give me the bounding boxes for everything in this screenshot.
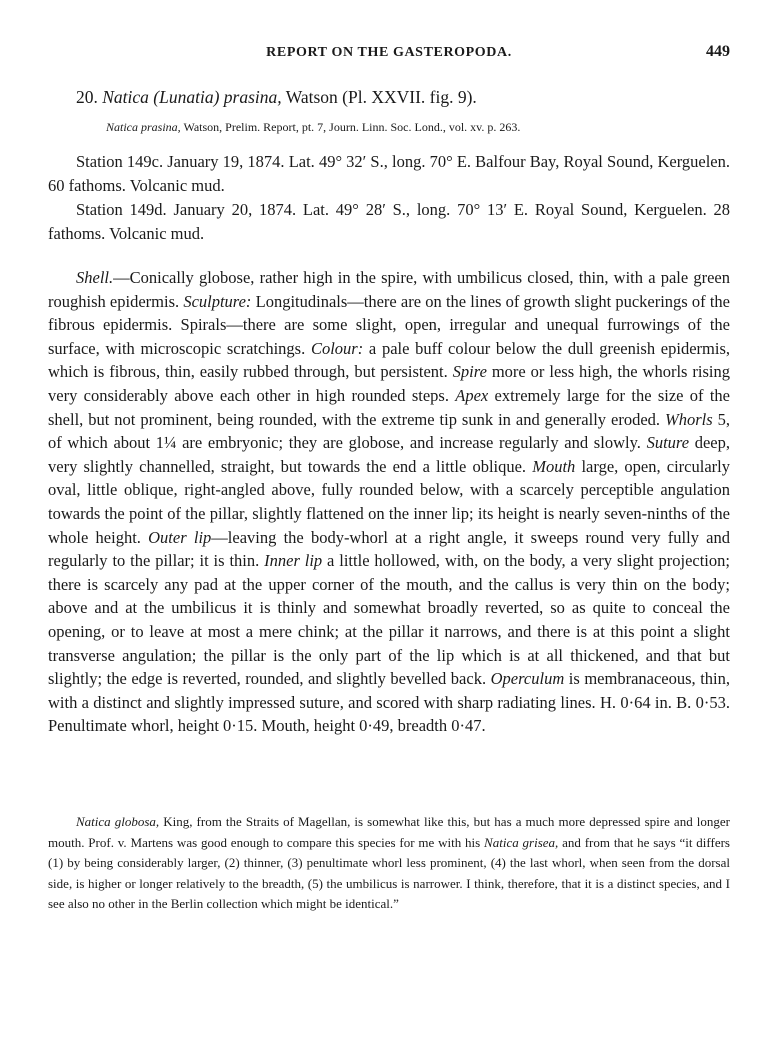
term-mouth: Mouth xyxy=(532,456,576,476)
running-title: REPORT ON THE GASTEROPODA. xyxy=(266,45,512,60)
desc-text: —Conically globose, rather high in the spire, with umbilicus closed, thin, with a pale green roughish epidermis. xyxy=(48,268,730,311)
page-number: 449 xyxy=(706,43,730,60)
term-suture: Suture xyxy=(646,433,690,453)
desc-text: deep, very slightly channelled, straight, but towards the end a little oblique. xyxy=(48,433,730,476)
shell-description xyxy=(48,266,730,738)
desc-text: extremely large for the size of the shell, but not prominent, being rounded, with the extreme tip sunk in and generally eroded. xyxy=(48,385,730,429)
term-outer-lip: Outer lip xyxy=(148,527,212,547)
station-entry: Station 149d. January 20, 1874. Lat. 49° 28′ S., long. 70° 13′ E. Royal Sound, Kerguelen. 28 fathoms. Volcanic mud. xyxy=(48,200,730,243)
page-header xyxy=(48,45,730,65)
desc-text: is membranaceous, thin, with a distinct and slightly impressed suture, and scored with sharp radiating lines. H. 0·64 in. B. 0·53. Penultimate whorl, height 0·15. Mouth, height 0·49, breadth 0·47. xyxy=(48,669,730,736)
term-shell: Shell. xyxy=(76,268,114,287)
footnote-text: and from that he says “it differs (1) by being considerably larger, (2) thinner, (3) penultimate whorl less prominent, (4) the last whorl, when seen from the dorsal side, is higher or longer relatively to the breadth, (5) the umbilicus is narrower. I think, therefore, that it is a distinct species, and I see also no other in the Berlin collection which might be identical.” xyxy=(48,834,730,911)
station-entry: Station 149c. January 19, 1874. Lat. 49° 32′ S., long. 70° E. Balfour Bay, Royal Sound, Kerguelen. 60 fathoms. Volcanic mud. xyxy=(48,152,730,195)
species-epithet: prasina, xyxy=(223,87,282,107)
term-inner-lip: Inner lip xyxy=(264,551,323,571)
footnote-species: Natica grisea, xyxy=(484,834,559,850)
species-heading xyxy=(76,87,477,108)
term-sculpture: Sculpture: xyxy=(183,291,252,311)
station-list xyxy=(48,150,730,246)
desc-text: 5, of which about 1¼ are embryonic; they are globose, and increase regularly and slowly. xyxy=(48,409,730,453)
desc-text: Longitudinals—there are on the lines of growth slight puckerings of the fibrous epidermis. Spirals—there are some slight, open, irregular and unequal furrowings of the surface, with microscopic scratchings. xyxy=(48,291,730,358)
term-operculum: Operculum xyxy=(490,669,565,689)
citation-name: Natica prasina, xyxy=(106,120,181,134)
footnote-species: Natica globosa, xyxy=(76,814,160,829)
desc-text: a pale buff colour below the dull greenish epidermis, which is fibrous, thin, easily rubbed through, but persistent. xyxy=(48,338,730,382)
term-apex: Apex xyxy=(455,385,489,405)
desc-text: large, open, circularly oval, little oblique, right-angled above, fully rounded below, with a scarcely perceptible angulation towards the point of the pillar, slightly flattened on the inner lip; its height is nearly seven-ninths of the whole height. xyxy=(48,456,730,547)
species-number: 20. xyxy=(76,87,98,107)
desc-text: —leaving the body-whorl at a right angle, it sweeps round very fully and regularly to the pillar; it is thin. xyxy=(48,527,730,571)
term-spire: Spire xyxy=(452,362,487,382)
footnote-text: King, from the Straits of Magellan, is somewhat like this, but has a much more depressed spire and longer mouth. Prof. v. Martens was good enough to compare this species for me with his xyxy=(48,814,730,850)
citation-ref: Watson, Prelim. Report, pt. 7, Journ. Linn. Soc. Lond., vol. xv. p. 263. xyxy=(183,120,521,134)
species-author: Watson (Pl. XXVII. fig. 9). xyxy=(285,87,477,107)
term-whorls: Whorls xyxy=(664,409,713,429)
desc-text: a little hollowed, with, on the body, a very slight projection; there is scarcely any pad at the upper corner of the mouth, and the callus is very thin on the body; above and at the umbilicus it is thinly and somewhat broadly reverted, so as quite to conceal the opening, or to leave at most a mere chink; at the pillar it narrows, and there is at this point a slight transverse angulation; the pillar is the only part of the lip which is at all thickened, and that but slightly; the edge is reverted, rounded, and slightly bevelled back. xyxy=(48,551,730,689)
footnote xyxy=(48,812,730,915)
species-subgenus: (Lunatia) xyxy=(153,87,220,107)
citation xyxy=(106,120,520,135)
desc-text: more or less high, the whorls rising very considerably above each other in high rounded steps. xyxy=(48,362,730,405)
term-colour: Colour: xyxy=(310,338,364,358)
species-genus: Natica xyxy=(102,87,149,107)
